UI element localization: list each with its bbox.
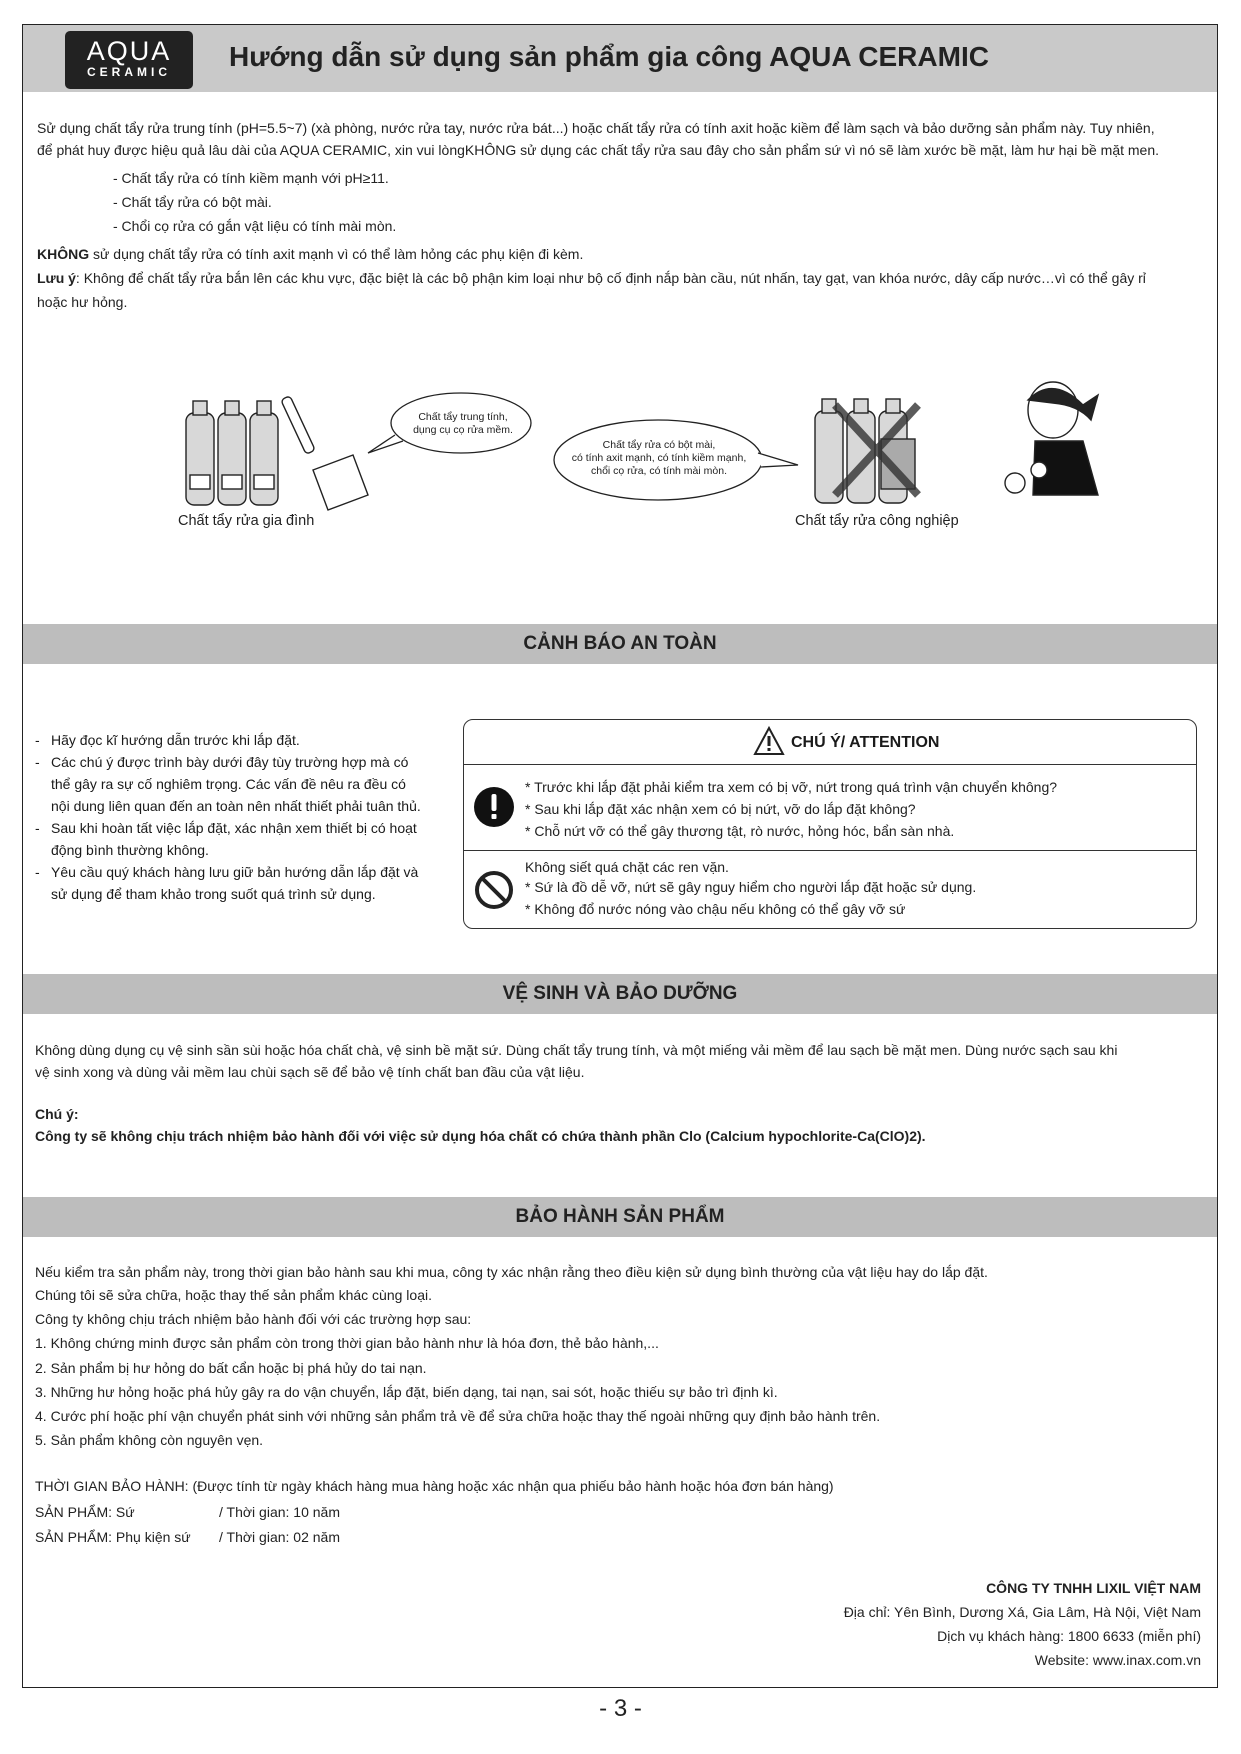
intro-item: - Chất tẩy rửa có bột mài. [113,194,272,210]
caption-industrial: Chất tẩy rửa công nghiệp [795,513,959,529]
company-website: Website: www.inax.com.vn [1034,1652,1201,1668]
safety-list [35,729,445,905]
bubble-right-line: chổi cọ rửa, có tính mài mòn. [590,465,727,477]
warranty-product-time: / Thời gian: 02 năm [219,1529,340,1545]
list-item-line: Các chú ý được trình bày dưới đây tùy trường hợp mà có [51,754,409,770]
list-item-line: Hãy đọc kĩ hướng dẫn trước khi lắp đặt. [51,732,300,748]
divider [464,850,1196,851]
note-line1 [37,267,1146,289]
warranty-line: Công ty không chịu trách nhiệm bảo hành đối với các trường hợp sau: [35,1311,472,1327]
company-address: Địa chỉ: Yên Bình, Dương Xá, Gia Lâm, Hà Nội, Việt Nam [843,1604,1201,1620]
no-acid-bold: KHÔNG [37,246,90,262]
note-text: : Không để chất tẩy rửa bắn lên các khu vực, đặc biệt là các bộ phận kim loại như bộ cố định nắp bàn cầu, nút nhấn, tay gạt, van khóa nước, dây cấp nước…vì có thể gây rỉ [75,270,1146,286]
bubble-right-line: có tính axit mạnh, có tính kiềm mạnh, [571,452,747,464]
mandatory-item: * Chỗ nứt vỡ có thể gây thương tật, rò nước, hỏng hóc, bẩn sàn nhà. [525,823,955,839]
warranty-line: 5. Sản phẩm không còn nguyên vẹn. [35,1432,264,1448]
page-number: - 3 - [599,1695,642,1722]
warranty-product-time: / Thời gian: 10 năm [219,1504,340,1520]
company-hotline: Dịch vụ khách hàng: 1800 6633 (miễn phí) [937,1628,1201,1644]
cleaning-section-header: VỆ SINH VÀ BẢO DƯỠNG [23,974,1217,1014]
intro-item: - Chổi cọ rửa có gắn vật liệu có tính mài mòn. [113,218,397,234]
bubble-left-line: Chất tẩy trung tính, [418,411,508,423]
attention-box [463,719,1197,929]
page-frame [22,24,1218,1688]
industrial-bottles-icon [815,399,915,503]
soft-brush-icon [281,396,368,510]
mandatory-icon [473,786,515,828]
cleaning-line1: Không dùng dụng cụ vệ sinh sần sùi hoặc hóa chất chà, vệ sinh bề mặt sứ. Dùng chất tẩy trung tính, và một miếng vải mềm để lau sạch bề mặt men. Dùng nước sạch sau khi [35,1042,1118,1058]
warranty-product-label: SẢN PHẨM: Phụ kiện sứ [35,1529,191,1545]
bubble-left-line: dụng cụ cọ rửa mềm. [413,424,513,436]
note-line2: hoặc hư hỏng. [37,294,128,310]
prohibit-item: Không siết quá chặt các ren vặn. [525,859,729,875]
warranty-line: 2. Sản phẩm bị hư hỏng do bất cẩn hoặc bị phá hủy do tai nạn. [35,1360,427,1376]
list-item-line: nội dung liên quan đến an toàn nên nhất thiết phải tuân thủ. [51,798,421,814]
list-item-line: Yêu cầu quý khách hàng lưu giữ bản hướng dẫn lắp đặt và [51,864,419,880]
bubble-right-line: Chất tẩy rửa có bột mài, [602,439,716,451]
page-title: Hướng dẫn sử dụng sản phẩm gia công AQUA CERAMIC [229,41,989,72]
prohibit-item: * Sứ là đồ dễ vỡ, nứt sẽ gây nguy hiểm cho người lắp đặt hoặc sử dụng. [525,879,977,895]
intro-line2: để phát huy được hiệu quả lâu dài của AQUA CERAMIC, xin vui lòngKHÔNG sử dụng các chất tẩy rửa sau đây cho sản phẩm sứ vì nó sẽ làm xước bề mặt, làm hư hại bề mặt men. [37,142,1160,158]
warranty-line: 1. Không chứng minh được sản phẩm còn trong thời gian bảo hành như là hóa đơn, thẻ bảo hành,... [35,1335,659,1351]
caption-household: Chất tẩy rửa gia đình [178,513,315,529]
prohibition-icon [474,870,514,910]
cleaning-line2: vệ sinh xong và dùng vải mềm lau chùi sạch sẽ để bảo vệ tính chất ban đầu của vật liệu. [35,1064,585,1080]
safety-section-header: CẢNH BÁO AN TOÀN [23,624,1217,664]
intro-item: - Chất tẩy rửa có tính kiềm mạnh với pH≥11. [113,170,389,186]
prohibit-item: * Không đổ nước nóng vào chậu nếu không có thể gây vỡ sứ [525,901,906,917]
person-refusing-icon [1005,382,1098,495]
list-item-line: sử dụng để tham khảo trong suốt quá trình sử dụng. [51,886,376,902]
list-item-line: động bình thường không. [51,842,209,858]
mandatory-item: * Sau khi lắp đặt xác nhận xem có bị nứt, vỡ do lắp đặt không? [525,801,916,817]
no-acid-warning [37,243,583,265]
logo-line1: AQUA [86,36,172,66]
cleaning-note-text: Công ty sẽ không chịu trách nhiệm bảo hành đối với việc sử dụng hóa chất có chứa thành phần Clo (Calcium hypochlorite-Ca(ClO)2). [35,1128,926,1144]
warning-triangle-icon [753,726,785,756]
list-item: - Sau khi hoàn tất việc lắp đặt, xác nhận xem thiết bị có hoạt động bình thường không. [35,817,445,861]
list-item-line: Sau khi hoàn tất việc lắp đặt, xác nhận xem thiết bị có hoạt [51,820,417,836]
company-name: CÔNG TY TNHH LIXIL VIỆT NAM [986,1580,1201,1596]
cleaning-note-label: Chú ý: [35,1106,79,1122]
household-bottles-icon [186,401,278,505]
divider [464,764,1196,765]
intro-line1: Sử dụng chất tẩy rửa trung tính (pH=5.5~7) (xà phòng, nước rửa tay, nước rửa bát...) hoặc chất tẩy rửa có tính axit hoặc kiềm để làm sạch và bảo dưỡng sản phẩm này. Tuy nhiên, [37,120,1155,136]
list-item: - Các chú ý được trình bày dưới đây tùy trường hợp mà có thể gây ra sự cố nghiêm trọng. Các vấn đề nêu ra đều có nội dung liên quan đến an toàn nên nhất thiết phải tuân thủ. [35,751,445,817]
warranty-line: Chúng tôi sẽ sửa chữa, hoặc thay thế sản phẩm khác cùng loại. [35,1287,432,1303]
warranty-line: 4. Cước phí hoặc phí vận chuyển phát sinh với những sản phẩm trả về để sửa chữa hoặc thay thế ngoài những quy định bảo hành trên. [35,1408,881,1424]
mandatory-item: * Trước khi lắp đặt phải kiểm tra xem có bị vỡ, nứt trong quá trình vận chuyển không? [525,779,1058,795]
warranty-line: 3. Những hư hỏng hoặc phá hủy gây ra do vận chuyển, lắp đặt, biến dạng, tai nạn, sai sót, hoặc thiếu sự bảo trì định kì. [35,1384,778,1400]
bubble-right-text [554,439,764,478]
attention-title: CHÚ Ý/ ATTENTION [791,734,940,751]
warranty-product-label: SẢN PHẨM: Sứ [35,1504,135,1520]
warranty-section-header: BẢO HÀNH SẢN PHẨM [23,1197,1217,1237]
aqua-ceramic-logo [65,31,193,89]
warranty-period-line: THỜI GIAN BẢO HÀNH: (Được tính từ ngày khách hàng mua hàng hoặc xác nhận qua phiếu bảo hành hoặc hóa đơn bán hàng) [35,1478,834,1494]
no-acid-text: sử dụng chất tẩy rửa có tính axit mạnh vì có thể làm hỏng các phụ kiện đi kèm. [89,246,584,262]
header-band [23,25,1217,92]
bubble-left-text [393,411,533,437]
list-item: - Hãy đọc kĩ hướng dẫn trước khi lắp đặt. [35,729,445,751]
note-label: Lưu ý [37,270,76,286]
warranty-line: Nếu kiểm tra sản phẩm này, trong thời gian bảo hành sau khi mua, công ty xác nhận rằng theo điều kiện sử dụng bình thường của vật liệu hay do lắp đặt. [35,1264,988,1280]
list-item: - Yêu cầu quý khách hàng lưu giữ bản hướng dẫn lắp đặt và sử dụng để tham khảo trong suốt quá trình sử dụng. [35,861,445,905]
list-item-line: thể gây ra sự cố nghiêm trọng. Các vấn đề nêu ra đều có [51,776,406,792]
logo-line2: CERAMIC [87,65,171,79]
